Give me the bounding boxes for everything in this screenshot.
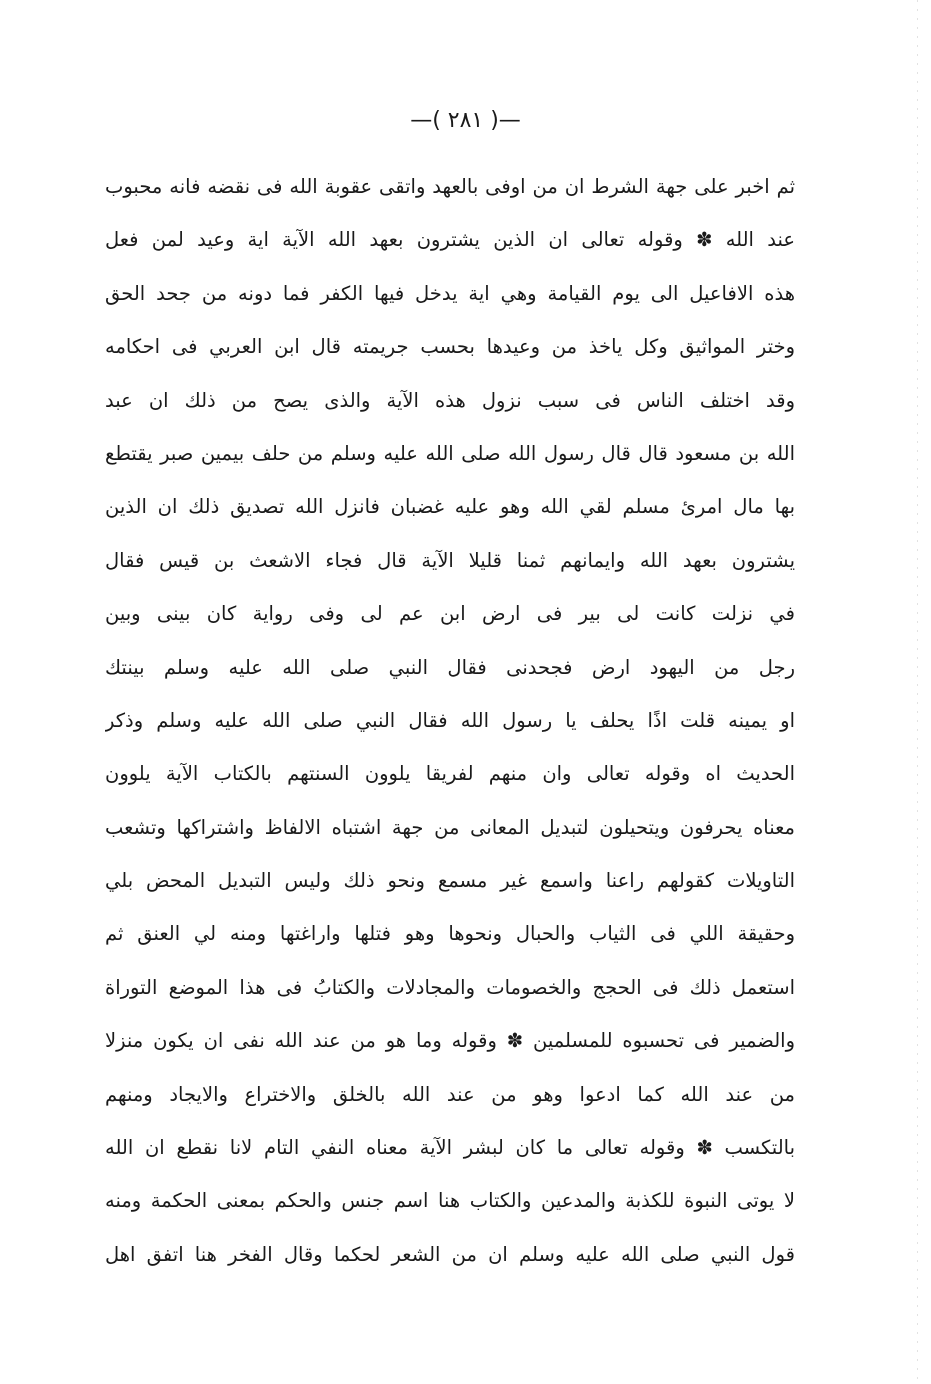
page-number: —( ٢٨١ )— xyxy=(410,108,521,133)
text-line: ثم اخبر على جهة الشرط ان من اوفى بالعهد واتقى عقوبة الله فى نقضه فانه محبوب xyxy=(105,175,795,198)
text-line: بالتكسب ✽ وقوله تعالى ما كان لبشر الآية معناه النفي التام لانا نقطع ان الله xyxy=(105,1136,795,1160)
text-line: من عند الله كما ادعوا وهو من عند الله بالخلق والاختراع والايجاد ومنهم xyxy=(105,1082,795,1106)
text-line: وقد اختلف الناس فى سبب نزول هذه الآية والذى يصح من ذلك ان عبد xyxy=(105,388,795,412)
page-edge-mark xyxy=(917,0,918,1384)
text-line: عند الله ✽ وقوله تعالى ان الذين يشترون بعهد الله الآية اية وعيد لمن فعل xyxy=(105,228,795,252)
text-line: معناه يحرفون ويتحيلون لتبديل المعانى من جهة اشتباه الالفاظ واشتراكها وتشعب xyxy=(105,815,795,839)
text-line: قول النبي صلى الله عليه وسلم ان من الشعر لحكما وقال الفخر هنا اتفق اهل xyxy=(105,1242,795,1266)
text-line: رجل من اليهود ارض فجحدنى فقال النبي صلى الله عليه وسلم بينتك xyxy=(105,655,795,679)
text-line: وختر المواثيق وكل ياخذ من وعيدها بحسب جريمته قال ابن العربي فى احكامه xyxy=(105,335,795,359)
body-text xyxy=(105,160,795,1281)
text-line: هذه الافاعيل الى يوم القيامة وهي اية يدخل فيها الكفر فما دونه من جحد الحق xyxy=(105,281,795,305)
text-line: لا يوتى النبوة للكذبة والمدعين والكتاب هنا اسم جنس والحكم بمعنى الحكمة ومنه xyxy=(105,1189,795,1213)
text-line: وحقيقة اللي فى الثياب والحبال ونحوها وهو فتلها واراغتها ومنه لي العنق ثم xyxy=(105,922,795,946)
text-line: الله بن مسعود قال قال رسول الله صلى الله عليه وسلم من حلف بيمين صبر يقتطع xyxy=(105,441,795,465)
page-number-header xyxy=(0,108,931,133)
text-line: او يمينه قلت اذًا يحلف يا رسول الله فقال النبي صلى الله عليه وسلم وذكر xyxy=(105,708,795,732)
text-line: التاويلات كقولهم راعنا واسمع غير مسمع ونحو ذلك وليس التبديل المحض بلي xyxy=(105,869,795,893)
text-line: والضمير فى تحسبوه للمسلمين ✽ وقوله وما هو من عند الله نفى ان يكون منزلا xyxy=(105,1029,795,1053)
text-line: استعمل ذلك فى الحجج والخصومات والمجادلات والكتابُ فى هذا الموضع التوراة xyxy=(105,975,795,999)
text-line: يشترون بعهد الله وايمانهم ثمنا قليلا الآية قال فجاء الاشعث بن قيس فقال xyxy=(105,548,795,572)
text-line: الحديث اه وقوله تعالى وان منهم لفريقا يلوون السنتهم بالكتاب الآية يلوون xyxy=(105,762,795,786)
text-line: في نزلت كانت لى بير فى ارض ابن عم لى وفى رواية كان بينى وبين xyxy=(105,602,795,626)
text-line: بها مال امرئ مسلم لقي الله وهو عليه غضبان فانزل الله تصديق ذلك ان الذين xyxy=(105,495,795,519)
